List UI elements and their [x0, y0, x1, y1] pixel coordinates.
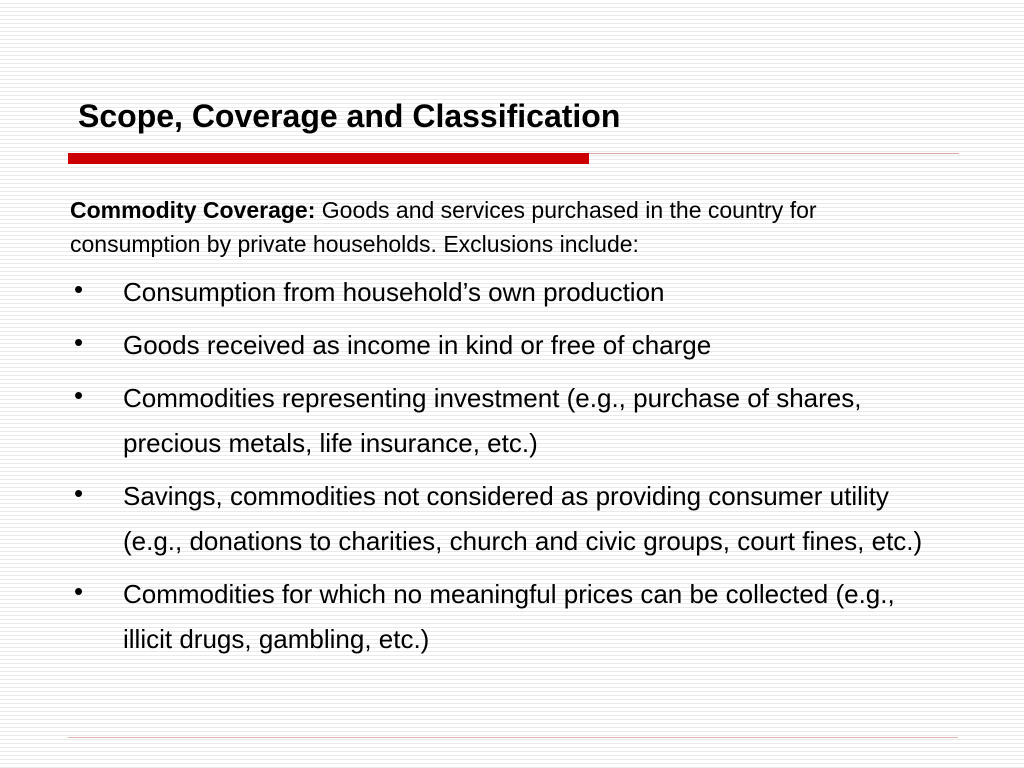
- list-item: [70, 323, 950, 368]
- intro-text: Goods and services purchased in the country for consumption by private households. Exclusions include:: [70, 197, 817, 257]
- intro-paragraph: [70, 193, 950, 261]
- bullet-icon: •: [74, 576, 84, 606]
- list-item-text: Savings, commodities not considered as providing consumer utility (e.g., donations to charities, church and civic groups, court fines, etc.): [123, 481, 923, 556]
- bullet-icon: •: [74, 274, 84, 304]
- list-item-text: Commodities for which no meaningful prices can be collected (e.g., illicit drugs, gambling, etc.): [123, 579, 895, 654]
- list-item: [70, 572, 950, 662]
- list-item: [70, 474, 950, 564]
- list-item-text: Consumption from household’s own production: [123, 277, 665, 307]
- exclusions-list: [70, 270, 950, 670]
- intro-lead: Commodity Coverage:: [70, 197, 316, 223]
- bullet-icon: •: [74, 380, 84, 410]
- list-item: [70, 270, 950, 315]
- footer-divider-line: [68, 737, 958, 738]
- list-item-text: Commodities representing investment (e.g., purchase of shares, precious metals, life insurance, etc.): [123, 383, 862, 458]
- bullet-icon: •: [74, 478, 84, 508]
- list-item-text: Goods received as income in kind or free of charge: [123, 330, 712, 360]
- list-item: [70, 376, 950, 466]
- slide-title: Scope, Coverage and Classification: [78, 98, 621, 134]
- title-accent-bar: [68, 153, 589, 164]
- bullet-icon: •: [74, 327, 84, 357]
- title-divider-line: [589, 153, 959, 154]
